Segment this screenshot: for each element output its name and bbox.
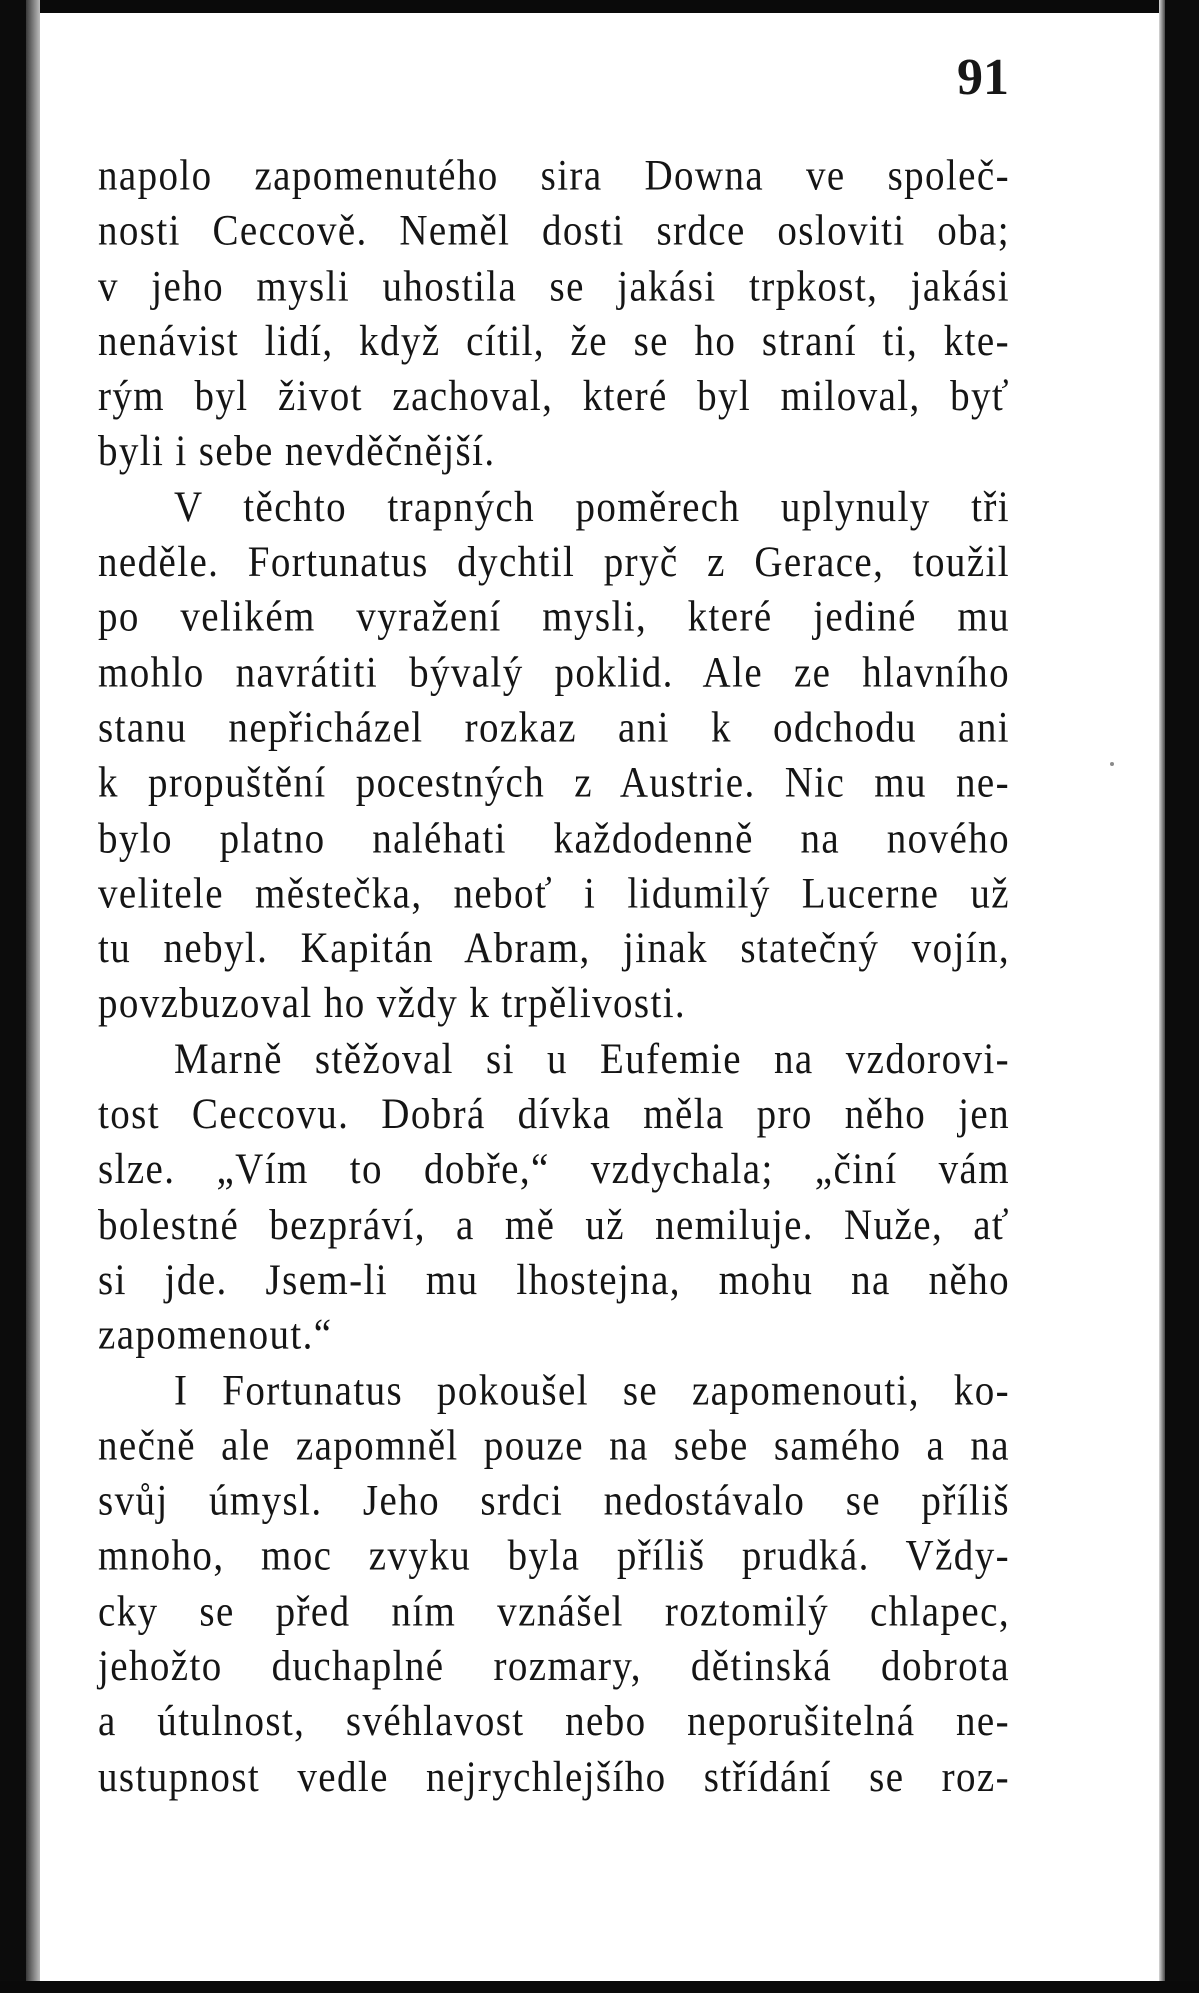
text-line: mnoho, moc zvyku byla příliš prudká. Vždy- (98, 1531, 1010, 1580)
text-line: nečně ale zapomněl pouze na sebe samého a na (98, 1421, 1010, 1470)
text-line: mohlo navrátiti bývalý poklid. Ale ze hlavního (98, 648, 1010, 697)
text-line: svůj úmysl. Jeho srdci nedostávalo se příliš (98, 1476, 1010, 1525)
text-line: tost Ceccovu. Dobrá dívka měla pro něho jen (98, 1089, 1010, 1139)
text-line: po velikém vyražení mysli, které jediné mu (98, 593, 1010, 642)
text-line: povzbuzoval ho vždy k trpělivosti. (98, 979, 687, 1028)
page-gutter-shadow (26, 0, 40, 1993)
scan-speck (1110, 762, 1114, 766)
text-line: cky se před ním vznášel roztomilý chlapec, (98, 1586, 1010, 1636)
scan-border-bottom (0, 1981, 1199, 1993)
text-line: k propuštění pocestných z Austrie. Nic mu ne- (98, 758, 1010, 807)
text-line: stanu nepřicházel rozkaz ani k odchodu ani (98, 703, 1010, 752)
text-line: I Fortunatus pokoušel se zapomenouti, ko- (174, 1366, 1010, 1415)
text-line: byli i sebe nevděčnější. (98, 427, 496, 476)
page-number: 91 (957, 49, 1009, 106)
text-line: nenávist lidí, když cítil, že se ho straní ti, kte- (98, 316, 1010, 366)
scan-border-right (1165, 0, 1199, 1993)
text-line: rým byl život zachoval, které byl miloval, byť (98, 372, 1010, 421)
text-line: V těchto trapných poměrech uplynuly tři (174, 482, 1010, 531)
text-line: a útulnost, svéhlavost nebo neporušitelná ne- (98, 1697, 1010, 1746)
page-edge-shadow (1159, 0, 1165, 1993)
text-line: v jeho mysli uhostila se jakási trpkost, jakási (98, 261, 1010, 310)
scan-border-top (0, 0, 1199, 13)
text-line: slze. „Vím to dobře,“ vzdychala; „činí vám (98, 1145, 1010, 1194)
text-line: neděle. Fortunatus dychtil pryč z Gerace, toužil (98, 537, 1010, 587)
text-line: nosti Ceccově. Neměl dosti srdce osloviti oba; (98, 206, 1010, 255)
text-line: napolo zapomenutého sira Downa ve společ- (98, 151, 1010, 200)
scan-border-left (0, 0, 26, 1993)
text-line: Marně stěžoval si u Eufemie na vzdorovi- (174, 1034, 1010, 1083)
text-line: velitele městečka, neboť i lidumilý Lucerne už (98, 869, 1010, 918)
text-line: tu nebyl. Kapitán Abram, jinak statečný vojín, (98, 924, 1010, 973)
body-text (98, 148, 1010, 1804)
text-line: bylo platno naléhati každodenně na nového (98, 813, 1010, 863)
text-line: si jde. Jsem-li mu lhostejna, mohu na něho (98, 1255, 1010, 1304)
text-line: bolestné bezpráví, a mě už nemiluje. Nuže, ať (98, 1200, 1010, 1249)
text-line: jehožto duchaplné rozmary, dětinská dobrota (98, 1642, 1010, 1691)
text-line: zapomenout.“ (98, 1310, 333, 1359)
text-line: ustupnost vedle nejrychlejšího střídání se roz- (98, 1752, 1010, 1801)
